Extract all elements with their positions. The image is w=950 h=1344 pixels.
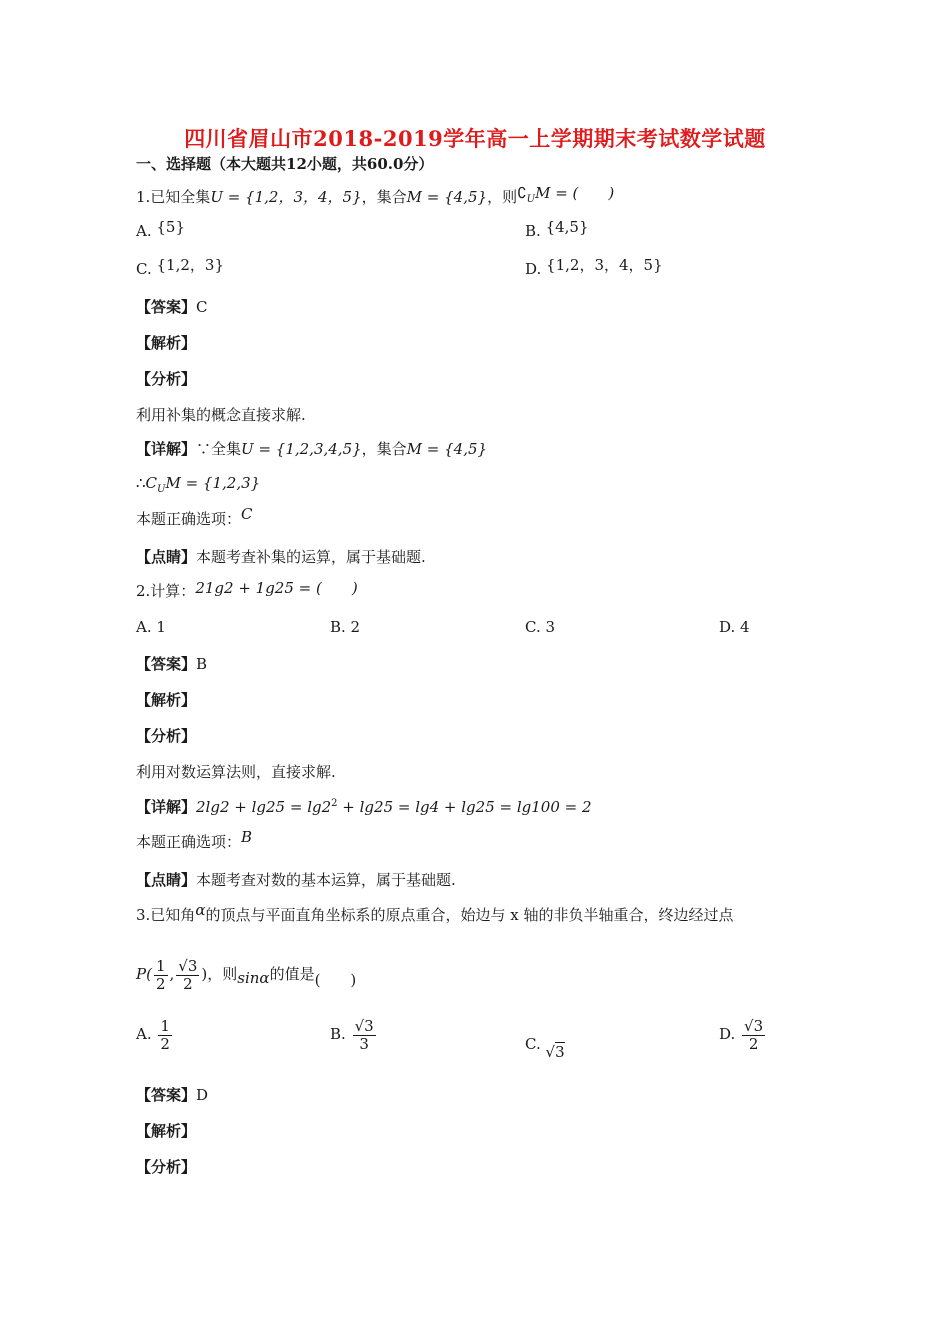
q2-option-b: B. 2 — [330, 618, 361, 636]
q1-analysis-label: 【解析】 — [136, 334, 197, 352]
q1-answer: 【答案】C — [136, 298, 208, 316]
q2-fenxi-label: 【分析】 — [136, 727, 197, 745]
q3-option-c: C. √3 — [525, 1035, 565, 1061]
q2-stem: 2.计算：21g2 + 1g25 = ( ) — [136, 579, 358, 600]
q1-correct: 本题正确选项：C — [136, 505, 253, 528]
q3-option-b: B. $\frac{√3}{3}$ — [330, 1017, 374, 1053]
q2-analysis-label: 【解析】 — [136, 691, 197, 709]
section-heading: 一、选择题（本大题共12小题，共60.0分） — [136, 155, 434, 173]
q1-detail-line2: $\therefore C_UM = \{1,2,3\}$ — [136, 474, 261, 495]
q1-stem: 1.已知全集U = {1,2，3，4，5}，集合M = {4,5}，则$∁_UM$ = ( ) — [136, 184, 615, 206]
q1-option-c: C. {1,2，3} — [136, 256, 224, 278]
q1-fenxi-label: 【分析】 — [136, 370, 197, 388]
q2-answer: 【答案】B — [136, 655, 208, 673]
q2-correct: 本题正确选项：B — [136, 828, 253, 851]
q2-comment: 【点睛】本题考查对数的基本运算，属于基础题. — [136, 871, 456, 889]
q1-option-a: A. {5} — [136, 218, 186, 240]
q2-option-c: C. 3 — [525, 618, 556, 636]
q1-fenxi-text: 利用补集的概念直接求解. — [136, 406, 306, 424]
q3-fenxi-label: 【分析】 — [136, 1158, 197, 1176]
q1-option-b: B. {4,5} — [525, 218, 589, 240]
fraction-1-2: $\frac{1}{2}$ — [155, 957, 166, 993]
q2-option-a: A. 1 — [136, 618, 166, 636]
q3-answer: 【答案】D — [136, 1086, 209, 1104]
q2-fenxi-text: 利用对数运算法则，直接求解. — [136, 763, 336, 781]
q3-option-d: D. $\frac{√3}{2}$ — [719, 1017, 764, 1053]
q1-comment: 【点睛】本题考查补集的运算，属于基础题. — [136, 548, 426, 566]
q3-option-a: A. $\frac{1}{2}$ — [136, 1017, 170, 1053]
q3-analysis-label: 【解析】 — [136, 1122, 197, 1140]
fraction-sqrt3-2: $\frac{√3}{2}$ — [178, 957, 198, 993]
page-title: 四川省眉山市2018-2019学年高一上学期期末考试数学试题 — [184, 126, 766, 151]
q3-stem: 3.已知角α的顶点与平面直角坐标系的原点重合，始边与 x 轴的非负半轴重合，终边经过点 — [136, 901, 734, 924]
q1-option-d: D. {1,2，3，4，5} — [525, 256, 663, 278]
q2-option-d: D. 4 — [719, 618, 750, 636]
q2-detail: 【详解】$2\lg 2 + \lg 25 = \lg 2^2 + \lg 25 = \lg 4 + \lg 25 = \lg 100 = 2$ — [136, 798, 592, 816]
q1-detail: 【详解】∵全集U = {1,2,3,4,5}，集合M = {4,5} — [136, 440, 488, 458]
q3-point: P( $\frac{1}{2}$ , $\frac{√3}{2}$ )，则sinα的值是( ) — [136, 957, 357, 993]
